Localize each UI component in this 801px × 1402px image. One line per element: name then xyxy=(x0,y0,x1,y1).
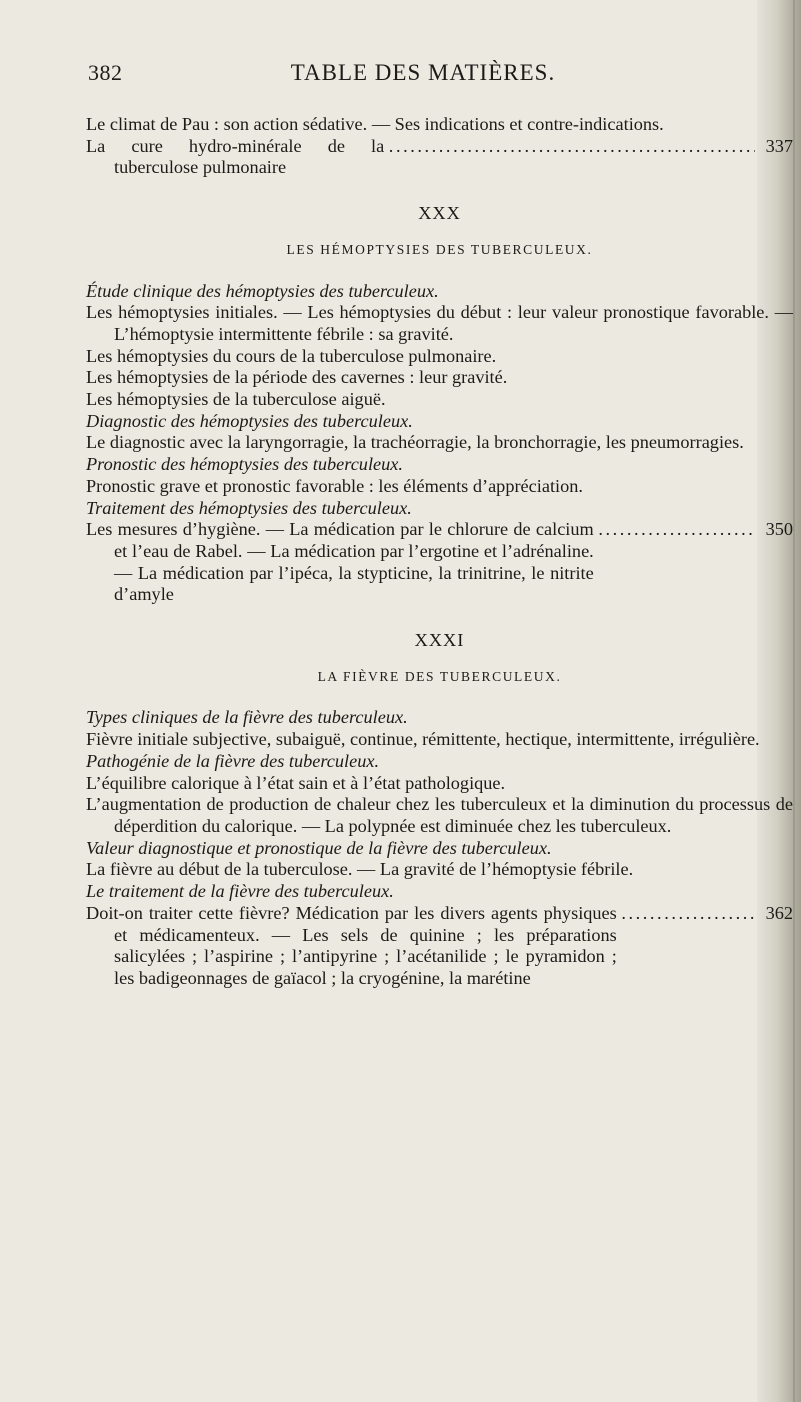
toc-entry: Le diagnostic avec la laryngorragie, la trachéorragie, la bronchorragie, les pneumorragies. xyxy=(86,432,744,453)
toc-entry-text: La cure hydro-minérale de la tuberculose pulmonaire xyxy=(86,135,385,178)
toc-entry-with-page xyxy=(86,136,793,179)
toc-entry: Le climat de Pau : son action sédative. — Ses indications et contre-indications. xyxy=(86,114,664,134)
toc-entry: Les hémoptysies du cours de la tuberculose pulmonaire. xyxy=(86,345,497,366)
page-header xyxy=(88,60,758,92)
chapter-number: XXX xyxy=(418,203,461,224)
chapter-title: LA FIÈVRE DES TUBERCULEUX. xyxy=(317,668,562,684)
toc-page-number: 362 xyxy=(765,902,793,923)
chapter-number: XXXI xyxy=(414,630,465,651)
toc-entry: Pronostic grave et pronostic favorable : les éléments d’appréciation. xyxy=(86,475,583,496)
toc-entry: Les hémoptysies de la tuberculose aiguë. xyxy=(86,389,386,410)
toc-entry: L’équilibre calorique à l’état sain et à l’état pathologique. xyxy=(86,772,506,793)
dot-leader xyxy=(598,519,755,541)
section-heading: Pronostic des hémoptysies des tuberculeux. xyxy=(86,454,403,475)
toc-entry-with-page xyxy=(86,903,793,990)
section-heading: Traitement des hémoptysies des tuberculeux. xyxy=(86,497,412,518)
section-heading: Étude clinique des hémoptysies des tuberculeux. xyxy=(86,280,439,301)
toc-page-number: 337 xyxy=(765,135,793,156)
toc-content xyxy=(86,114,793,990)
page-edge-line xyxy=(793,0,795,1402)
toc-entry: Les hémoptysies initiales. — Les hémoptysies du début : leur valeur pronostique favorable. — L’hémoptysie intermittente fébrile : sa gravité. xyxy=(86,302,793,344)
toc-page-number: 350 xyxy=(765,519,793,540)
page-number: 382 xyxy=(88,60,123,85)
toc-entry-with-page xyxy=(86,519,793,606)
section-heading: Diagnostic des hémoptysies des tuberculeux. xyxy=(86,410,413,431)
dot-leader xyxy=(621,903,755,925)
section-heading: Pathogénie de la fièvre des tuberculeux. xyxy=(86,750,380,771)
section-heading: Le traitement de la fièvre des tuberculeux. xyxy=(86,881,394,902)
running-head: TABLE DES MATIÈRES. xyxy=(290,60,556,85)
dot-leader xyxy=(388,136,755,158)
toc-entry: L’augmentation de production de chaleur chez les tuberculeux et la diminution du processus de déperdition du calorique. — La polypnée est diminuée chez les tuberculeux. xyxy=(86,794,793,836)
chapter-title: LES HÉMOPTYSIES DES TUBERCULEUX. xyxy=(286,241,593,257)
section-heading: Types cliniques de la fièvre des tuberculeux. xyxy=(86,707,408,728)
toc-entry-text: Les mesures d’hygiène. — La médication par le chlorure de calcium et l’eau de Rabel. — La médication par l’ergotine et l’adrénaline. — La médication par l’ipéca, la stypticine, la trinitrine, le nitrite d’amyle xyxy=(86,519,594,605)
toc-entry-text: Doit-on traiter cette fièvre? Médication par les divers agents physiques et médicamenteux. — Les sels de quinine ; les préparations salicylées ; l’aspirine ; l’antipyrine ; l’acétanilide ; le pyramidon ; les badigeonnages de gaïacol ; la cryogénine, la marétine xyxy=(86,902,617,988)
section-heading: Valeur diagnostique et pronostique de la fièvre des tuberculeux. xyxy=(86,837,552,858)
toc-entry: La fièvre au début de la tuberculose. — La gravité de l’hémoptysie fébrile. xyxy=(86,859,634,880)
toc-entry: Les hémoptysies de la période des cavernes : leur gravité. xyxy=(86,367,508,388)
toc-entry: Fièvre initiale subjective, subaiguë, continue, rémittente, hectique, intermittente, irrégulière. xyxy=(86,729,760,750)
